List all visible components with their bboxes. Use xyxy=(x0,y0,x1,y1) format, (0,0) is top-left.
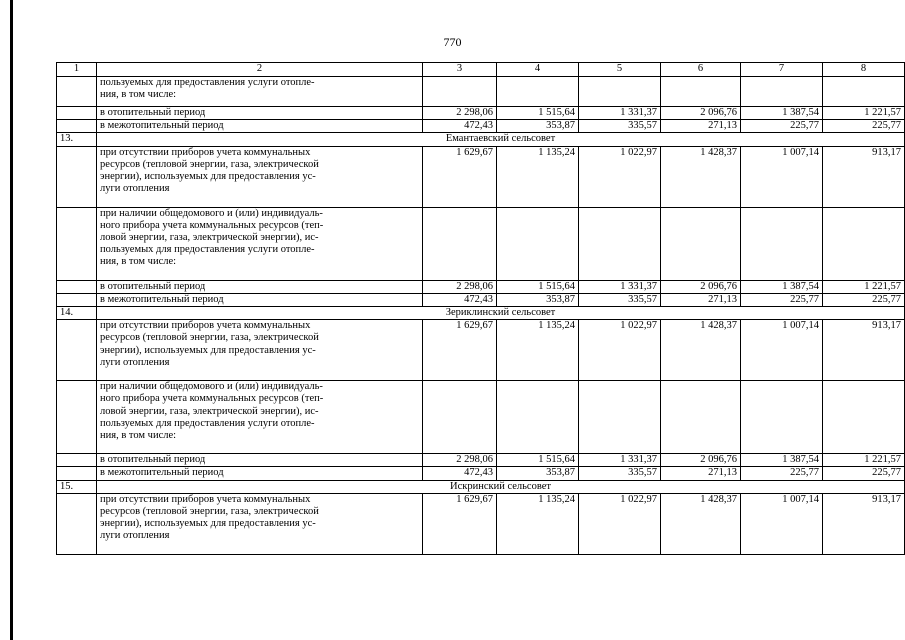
description-line: ния, в том числе: xyxy=(100,89,177,101)
row-number-cell xyxy=(57,77,97,107)
table-row xyxy=(57,120,905,133)
value-cell: 1 428,37 xyxy=(661,146,741,207)
value-cell: 1 629,67 xyxy=(423,493,497,554)
table-row xyxy=(57,320,905,381)
row-label: в межотопительный период xyxy=(97,467,423,480)
value-cell: 913,17 xyxy=(823,146,905,207)
description-line: луги отопления xyxy=(100,183,170,195)
value-cell xyxy=(661,207,741,280)
value-cell: 1 428,37 xyxy=(661,493,741,554)
description-line: ловой энергии, газа, электрической энергии), ис- xyxy=(100,405,319,417)
row-number-cell xyxy=(57,207,97,280)
description-line: при отсутствии приборов учета коммунальных xyxy=(100,320,311,332)
row-number-cell xyxy=(57,467,97,480)
value-cell: 271,13 xyxy=(661,120,741,133)
row-number-cell xyxy=(57,120,97,133)
value-cell: 1 221,57 xyxy=(823,280,905,293)
description-line: пользуемых для предоставления услуги отопле- xyxy=(100,77,315,88)
value-cell: 1 387,54 xyxy=(741,107,823,120)
table-row xyxy=(57,293,905,306)
value-cell: 225,77 xyxy=(741,120,823,133)
description-line: ного прибора учета коммунальных ресурсов (теп- xyxy=(100,219,324,231)
value-cell xyxy=(741,77,823,107)
column-header: 7 xyxy=(741,63,823,77)
value-cell xyxy=(823,77,905,107)
value-cell xyxy=(579,207,661,280)
table-row xyxy=(57,207,905,280)
row-label: в отопительный период xyxy=(97,454,423,467)
row-description xyxy=(97,207,423,280)
table-row xyxy=(57,454,905,467)
value-cell: 1 007,14 xyxy=(741,320,823,381)
description-line: ния, в том числе: xyxy=(100,256,177,268)
description-line: луги отопления xyxy=(100,356,170,368)
value-cell: 1 022,97 xyxy=(579,146,661,207)
section-number: 15. xyxy=(57,480,97,493)
row-number-cell xyxy=(57,493,97,554)
section-row xyxy=(57,480,905,493)
value-cell xyxy=(661,381,741,454)
value-cell: 2 096,76 xyxy=(661,107,741,120)
value-cell: 1 331,37 xyxy=(579,280,661,293)
tariff-table xyxy=(56,62,905,555)
row-number-cell xyxy=(57,293,97,306)
value-cell: 472,43 xyxy=(423,467,497,480)
table-row xyxy=(57,280,905,293)
value-cell: 1 331,37 xyxy=(579,107,661,120)
page-number: 770 xyxy=(443,35,462,49)
value-cell: 913,17 xyxy=(823,320,905,381)
value-cell: 1 515,64 xyxy=(497,107,579,120)
value-cell xyxy=(423,207,497,280)
value-cell: 1 135,24 xyxy=(497,320,579,381)
value-cell: 271,13 xyxy=(661,293,741,306)
description-line: при отсутствии приборов учета коммунальных xyxy=(100,146,311,158)
column-header: 3 xyxy=(423,63,497,77)
value-cell: 225,77 xyxy=(823,120,905,133)
value-cell: 1 387,54 xyxy=(741,454,823,467)
description-line: ресурсов (тепловой энергии, газа, электрической xyxy=(100,332,319,344)
description-line: ресурсов (тепловой энергии, газа, электрической xyxy=(100,158,319,170)
section-number: 13. xyxy=(57,133,97,146)
row-number-cell xyxy=(57,454,97,467)
value-cell xyxy=(497,77,579,107)
column-header: 8 xyxy=(823,63,905,77)
row-description xyxy=(97,320,423,381)
value-cell: 1 515,64 xyxy=(497,454,579,467)
value-cell xyxy=(579,381,661,454)
value-cell: 225,77 xyxy=(823,467,905,480)
value-cell: 2 096,76 xyxy=(661,454,741,467)
value-cell: 225,77 xyxy=(741,467,823,480)
value-cell: 225,77 xyxy=(823,293,905,306)
description-line: при отсутствии приборов учета коммунальных xyxy=(100,493,311,505)
row-description xyxy=(97,77,423,107)
row-number-cell xyxy=(57,280,97,293)
value-cell: 1 428,37 xyxy=(661,320,741,381)
value-cell: 913,17 xyxy=(823,493,905,554)
value-cell xyxy=(579,77,661,107)
value-cell xyxy=(823,381,905,454)
column-header: 4 xyxy=(497,63,579,77)
table-row xyxy=(57,493,905,554)
row-description xyxy=(97,381,423,454)
description-line: пользуемых для предоставления услуги отопле- xyxy=(100,244,315,256)
column-header: 1 xyxy=(57,63,97,77)
value-cell: 353,87 xyxy=(497,120,579,133)
description-line: при наличии общедомового и (или) индивидуаль- xyxy=(100,207,323,219)
row-description xyxy=(97,493,423,554)
section-row xyxy=(57,307,905,320)
row-number-cell xyxy=(57,381,97,454)
value-cell: 353,87 xyxy=(497,467,579,480)
value-cell: 1 135,24 xyxy=(497,146,579,207)
value-cell: 1 007,14 xyxy=(741,493,823,554)
value-cell: 1 221,57 xyxy=(823,454,905,467)
table-row xyxy=(57,467,905,480)
description-line: ния, в том числе: xyxy=(100,430,177,442)
value-cell: 353,87 xyxy=(497,293,579,306)
value-cell: 2 298,06 xyxy=(423,107,497,120)
row-label: в отопительный период xyxy=(97,280,423,293)
value-cell: 1 022,97 xyxy=(579,493,661,554)
value-cell: 1 629,67 xyxy=(423,320,497,381)
table-row xyxy=(57,146,905,207)
row-label: в межотопительный период xyxy=(97,120,423,133)
value-cell: 1 221,57 xyxy=(823,107,905,120)
value-cell: 2 096,76 xyxy=(661,280,741,293)
value-cell: 1 331,37 xyxy=(579,454,661,467)
description-line: ловой энергии, газа, электрической энергии), ис- xyxy=(100,232,319,244)
value-cell: 1 387,54 xyxy=(741,280,823,293)
value-cell xyxy=(423,77,497,107)
value-cell: 1 022,97 xyxy=(579,320,661,381)
description-line: ного прибора учета коммунальных ресурсов (теп- xyxy=(100,393,324,405)
value-cell xyxy=(497,381,579,454)
column-header: 2 xyxy=(97,63,423,77)
row-number-cell xyxy=(57,146,97,207)
value-cell xyxy=(423,381,497,454)
description-line: энергии), используемых для предоставления ус- xyxy=(100,171,316,183)
value-cell: 472,43 xyxy=(423,120,497,133)
value-cell xyxy=(497,207,579,280)
section-name: Емантаевский сельсовет xyxy=(97,133,905,146)
value-cell xyxy=(823,207,905,280)
section-number: 14. xyxy=(57,307,97,320)
page-edge-bar xyxy=(10,0,13,640)
description-line: при наличии общедомового и (или) индивидуаль- xyxy=(100,381,323,393)
section-row xyxy=(57,133,905,146)
description-line: энергии), используемых для предоставления ус- xyxy=(100,518,316,530)
row-description xyxy=(97,146,423,207)
row-label: в межотопительный период xyxy=(97,293,423,306)
table-row xyxy=(57,77,905,107)
value-cell: 2 298,06 xyxy=(423,280,497,293)
value-cell: 1 007,14 xyxy=(741,146,823,207)
description-line: пользуемых для предоставления услуги отопле- xyxy=(100,417,315,429)
value-cell xyxy=(741,381,823,454)
section-name: Искринский сельсовет xyxy=(97,480,905,493)
value-cell xyxy=(661,77,741,107)
value-cell: 335,57 xyxy=(579,120,661,133)
value-cell: 1 515,64 xyxy=(497,280,579,293)
value-cell xyxy=(741,207,823,280)
description-line: энергии), используемых для предоставления ус- xyxy=(100,344,316,356)
value-cell: 472,43 xyxy=(423,293,497,306)
value-cell: 271,13 xyxy=(661,467,741,480)
value-cell: 1 135,24 xyxy=(497,493,579,554)
row-number-cell xyxy=(57,107,97,120)
value-cell: 2 298,06 xyxy=(423,454,497,467)
value-cell: 335,57 xyxy=(579,467,661,480)
value-cell: 225,77 xyxy=(741,293,823,306)
row-number-cell xyxy=(57,320,97,381)
column-header: 6 xyxy=(661,63,741,77)
section-name: Зериклинский сельсовет xyxy=(97,307,905,320)
tariff-table-body xyxy=(57,63,905,555)
value-cell: 335,57 xyxy=(579,293,661,306)
table-row xyxy=(57,107,905,120)
description-line: ресурсов (тепловой энергии, газа, электрической xyxy=(100,506,319,518)
value-cell: 1 629,67 xyxy=(423,146,497,207)
header-row xyxy=(57,63,905,77)
row-label: в отопительный период xyxy=(97,107,423,120)
description-line: луги отопления xyxy=(100,530,170,542)
column-header: 5 xyxy=(579,63,661,77)
table-row xyxy=(57,381,905,454)
